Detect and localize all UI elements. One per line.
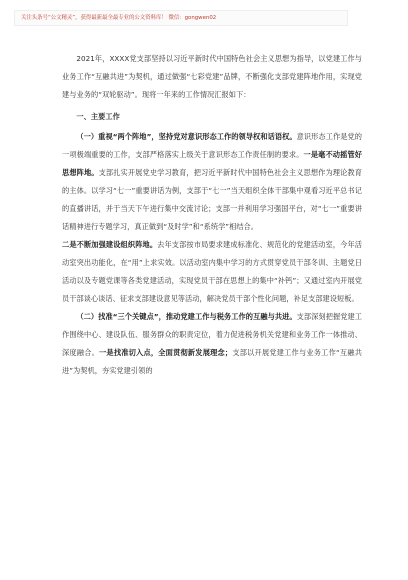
paragraph-two-point-one: 一是找准切入点，全面贯彻新发展理念； [99,348,233,357]
paragraph-two-point-one-text: 支部以开展党建工作与业务工作“互融共进”为契机，夯实党建引领的 [62,348,362,375]
paragraph-two-text: 支部深刻把握党建工作围绕中心、建设队伍、服务群众的职责定位，着力促进税务机关党建和业务工作一体推动、深度融合。 [62,312,362,357]
point-one: 一是毫不动摇管好思想阵地。 [62,150,363,177]
paragraph-one [62,128,362,236]
section-heading: 一、主要工作 [76,112,120,121]
header-banner: 关注头条号“公文精灵”，获得最新最全最专业的公文资料库！ 微信：gongwen02 [14,10,348,26]
point-two: 二是不断加强建设组织阵地。 [62,240,158,249]
paragraph-two-lead: （二）找准“三个关键点”，推动党建工作与税务工作的互融与共进。 [76,312,297,321]
paragraph-one-lead: （一）重视“两个阵地”，坚持党对意识形态工作的领导权和话语权。 [76,132,297,141]
paragraph-one-text: 意识形态工作是党的一项极端重要的工作，支部严格落实上级关于意识形态工作责任制的要求。 [62,132,362,159]
document-body [62,50,362,380]
intro-paragraph: 2021年，XXXX党支部坚持以习近平新时代中国特色社会主义思想为指导，以党建工作与业务工作“互融共进”为契机，通过做强“七彩党建”品牌，不断强化支部党建阵地作用，实现党建与业务的“双轮驱动”。现将一年来的工作情况汇报如下： [62,54,362,99]
paragraph-one-continued [62,236,362,308]
point-one-text: 支部扎实开展党史学习教育，把习近平新时代中国特色社会主义思想作为理论教育的主体。以学习“七一”重要讲话为例，支部于“七一”当天组织全体干部集中观看习近平总书记的直播讲话，并于当天下午进行集中交流讨论；支部一并利用学习强国平台，对“七一”重要讲话精神进行专题学习，真正做到“及时学”和“系统学”相结合。 [62,168,362,231]
point-two-text: 去年支部按市局要求建成标准化、规范化的党建活动室，今年活动室突出功能化，在“用”上求实效。以活动室内集中学习的方式贯穿党员干部冬训、主题党日活动以及专题党课等各类党建活动，实现党员干部在思想上的集中“补钙”；又通过室内开展党员干部谈心谈话、征求支部建设意见等活动，解决党员干部个性化问题，补足支部建设短板。 [62,240,363,303]
paragraph-two [62,308,362,380]
